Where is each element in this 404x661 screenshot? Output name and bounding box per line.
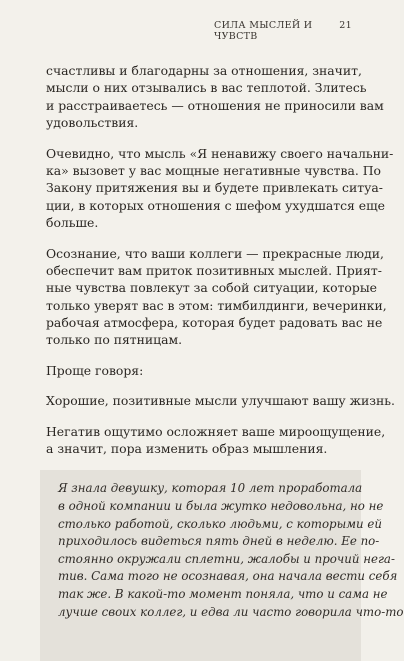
paragraph: [46, 62, 384, 132]
quote-line: Я знала девушку, которая 10 лет проработала: [58, 481, 363, 496]
text-line: и расстраиваетесь — отношения не приносили вам: [46, 97, 384, 113]
text-line: Осознание, что ваши коллеги — прекрасные люди,: [46, 245, 384, 261]
quote-line: стоянно окружали сплетни, жалобы и прочий нега-: [58, 551, 395, 566]
quote-box: [40, 470, 404, 661]
text-line: Закону притяжения вы и будете привлекать ситуа-: [46, 180, 383, 196]
quote-line: столько работой, сколько людьми, с которыми ей: [58, 516, 382, 531]
running-title: СИЛА МЫСЛЕЙ И ЧУВСТВ: [214, 20, 313, 42]
text-line: Очевидно, что мысль «Я ненавижу своего начальни-: [46, 145, 394, 161]
paragraph: [46, 245, 387, 349]
text-line: больше.: [46, 215, 99, 231]
quote-line: тив. Сама того не осознавая, она начала вести себя: [58, 569, 398, 584]
text-line: только уверят вас в этом: тимбилдинги, вечеринки,: [46, 297, 387, 313]
text-line: ка» вызовет у вас мощные негативные чувства. По: [46, 162, 381, 178]
text-line: рабочая атмосфера, которая будет радовать вас не: [46, 315, 383, 331]
text-line: Хорошие, позитивные мысли улучшают вашу жизнь.: [46, 393, 395, 409]
text-line: удовольствия.: [46, 115, 139, 131]
quote-line: приходилось видеться пять дней в неделю. Ее по-: [58, 534, 380, 549]
paragraph: [46, 423, 386, 458]
quote-line: лучше своих коллег, и едва ли часто говорила что-то: [58, 604, 404, 619]
paragraph: [46, 362, 355, 379]
text-line: обеспечит вам приток позитивных мыслей. Прият-: [46, 262, 382, 278]
text-line: ные чувства повлекут за собой ситуации, которые: [46, 280, 378, 296]
quote-line: так же. В какой-то момент поняла, что и сама не: [58, 586, 388, 601]
paragraph: [46, 392, 395, 409]
page-body: [46, 62, 404, 661]
text-line: счастливы и благодарны за отношения, значит,: [46, 63, 362, 78]
text-line: Проще говоря:: [46, 362, 144, 378]
page-header: [214, 20, 352, 42]
paragraph: [46, 145, 394, 232]
quote-line: в одной компании и была жутко недовольна, но не: [58, 499, 384, 514]
text-line: а значит, пора изменить образ мышления.: [46, 441, 328, 457]
text-line: Негатив ощутимо осложняет ваше мироощущение,: [46, 423, 386, 439]
page-number: 21: [339, 20, 352, 31]
text-line: ции, в которых отношения с шефом ухудшатся еще: [46, 197, 385, 213]
text-line: только по пятницам.: [46, 332, 183, 348]
text-line: мысли о них отзывались в вас теплотой. Злитесь: [46, 80, 367, 96]
